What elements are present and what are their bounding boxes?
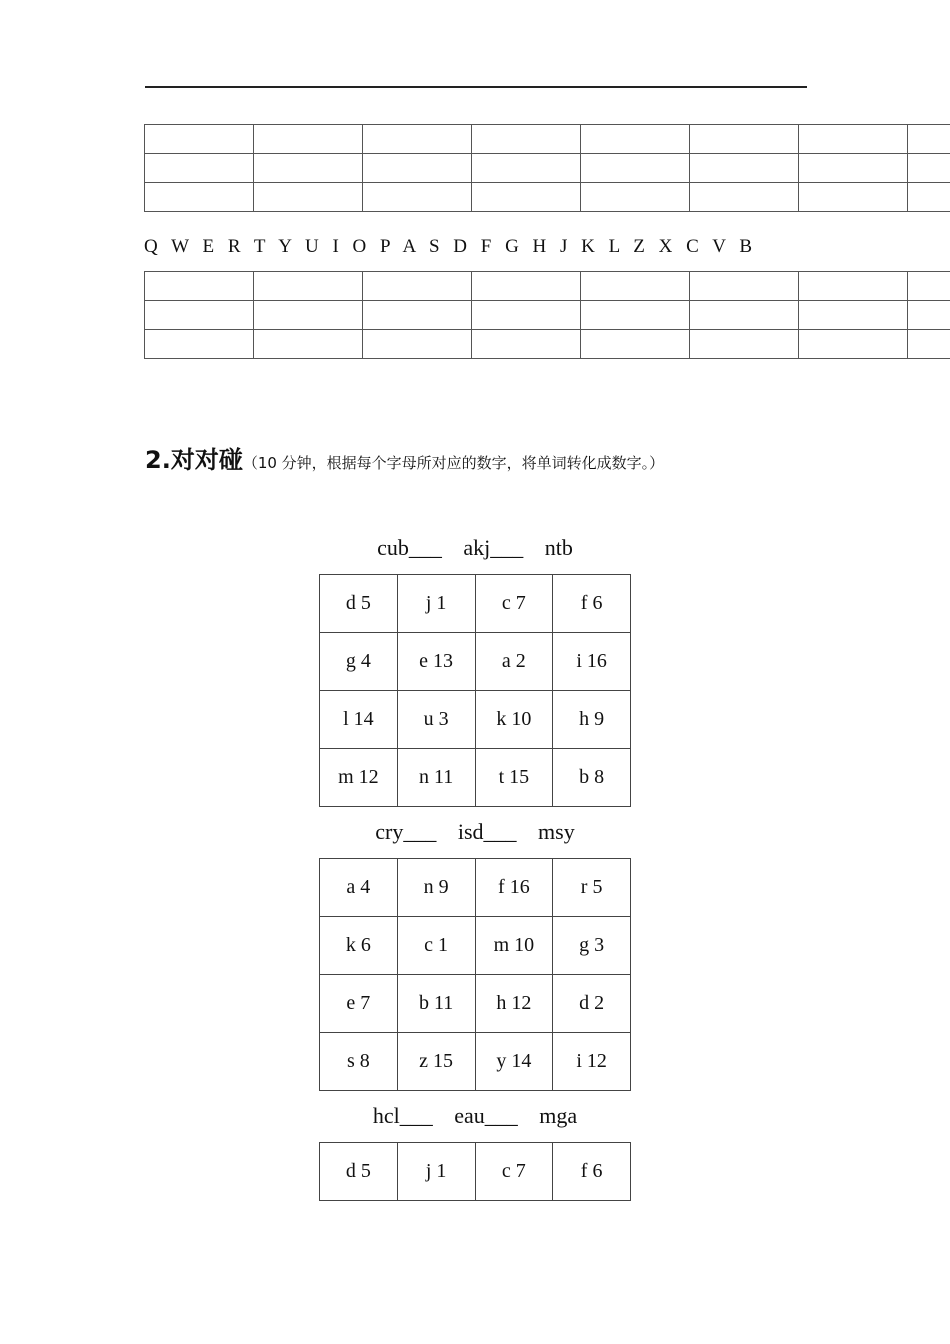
grid-cell: s 8 <box>320 1033 398 1091</box>
word: ntb <box>544 535 573 560</box>
grid-cell: i 12 <box>553 1033 631 1091</box>
word: mga <box>539 1103 578 1128</box>
grid-cell: y 14 <box>475 1033 553 1091</box>
word: msy <box>538 819 575 844</box>
grid-cell: c 7 <box>475 1143 553 1201</box>
section-title: 2.对对碰 <box>145 446 243 474</box>
grid-cell: a 2 <box>475 633 553 691</box>
grid-cell: h 9 <box>553 691 631 749</box>
puzzle-2-grid <box>319 858 631 1091</box>
grid-cell: i 16 <box>553 633 631 691</box>
grid-cell: k 6 <box>320 917 398 975</box>
puzzle-2-words <box>319 819 631 845</box>
grid-cell: b 8 <box>553 749 631 807</box>
grid-cell: j 1 <box>397 1143 475 1201</box>
grid-cell: d 5 <box>320 575 398 633</box>
grid-cell: f 16 <box>475 859 553 917</box>
grid-cell: t 15 <box>475 749 553 807</box>
word: hcl___ <box>372 1103 433 1128</box>
grid-cell: n 11 <box>397 749 475 807</box>
grid-cell: f 6 <box>553 575 631 633</box>
grid-cell: m 12 <box>320 749 398 807</box>
grid-cell: h 12 <box>475 975 553 1033</box>
grid-cell: d 2 <box>553 975 631 1033</box>
writing-grid-top <box>144 124 950 212</box>
grid-cell: j 1 <box>397 575 475 633</box>
grid-cell: d 5 <box>320 1143 398 1201</box>
writing-grid-bottom <box>144 271 950 359</box>
grid-cell: u 3 <box>397 691 475 749</box>
word: cub___ <box>377 535 442 560</box>
grid-cell: g 4 <box>320 633 398 691</box>
alphabet-line: Q W E R T Y U I O P A S D F G H J K L Z X C V B <box>144 236 753 257</box>
word: eau___ <box>454 1103 518 1128</box>
word: akj___ <box>463 535 524 560</box>
section-heading <box>145 440 664 475</box>
grid-cell: c 1 <box>397 917 475 975</box>
grid-cell: g 3 <box>553 917 631 975</box>
grid-cell: l 14 <box>320 691 398 749</box>
puzzle-3-grid <box>319 1142 631 1201</box>
grid-cell: r 5 <box>553 859 631 917</box>
puzzle-1-grid <box>319 574 631 807</box>
grid-cell: k 10 <box>475 691 553 749</box>
grid-cell: c 7 <box>475 575 553 633</box>
grid-cell: a 4 <box>320 859 398 917</box>
grid-cell: n 9 <box>397 859 475 917</box>
grid-cell: b 11 <box>397 975 475 1033</box>
grid-cell: z 15 <box>397 1033 475 1091</box>
word: isd___ <box>457 819 517 844</box>
word: cry___ <box>375 819 437 844</box>
grid-cell: e 13 <box>397 633 475 691</box>
puzzle-1-words <box>319 535 631 561</box>
grid-cell: f 6 <box>553 1143 631 1201</box>
top-rule-line <box>145 86 807 88</box>
puzzle-3-words <box>319 1103 631 1129</box>
grid-cell: e 7 <box>320 975 398 1033</box>
section-instruction: （10 分钟，根据每个字母所对应的数字，将单词转化成数字。） <box>242 454 665 472</box>
grid-cell: m 10 <box>475 917 553 975</box>
